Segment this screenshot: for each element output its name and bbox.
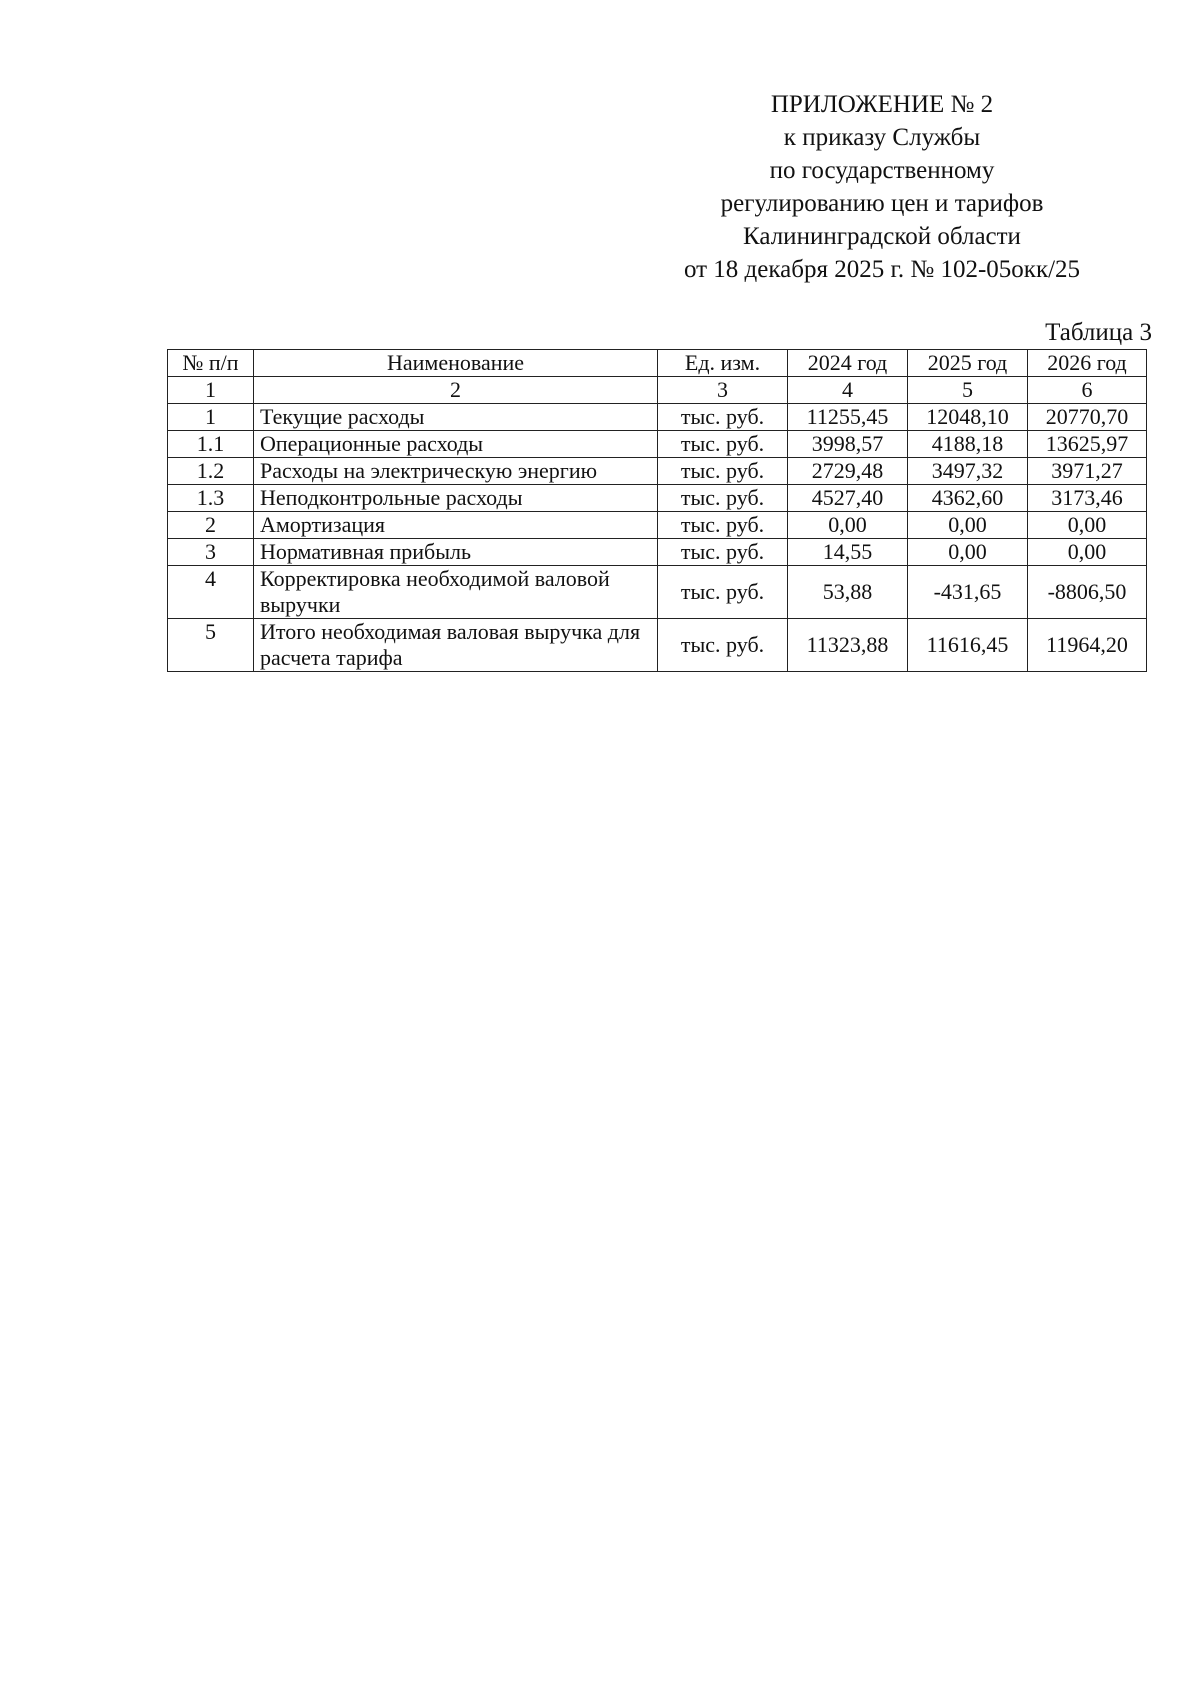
column-index: 2 <box>254 377 658 404</box>
value-2025: 12048,10 <box>908 404 1028 431</box>
row-unit: тыс. руб. <box>658 566 788 619</box>
row-number: 1.2 <box>168 458 254 485</box>
row-unit: тыс. руб. <box>658 619 788 672</box>
row-number: 5 <box>168 619 254 672</box>
row-unit: тыс. руб. <box>658 539 788 566</box>
value-2026: 0,00 <box>1028 512 1147 539</box>
value-2025: -431,65 <box>908 566 1028 619</box>
appendix-title: ПРИЛОЖЕНИЕ № 2 <box>770 91 994 118</box>
value-2024: 11255,45 <box>788 404 908 431</box>
document-header <box>622 88 1142 286</box>
tariff-table <box>167 349 1147 672</box>
row-name: Корректировка необходимой валовой выручки <box>254 566 658 619</box>
column-index: 5 <box>908 377 1028 404</box>
column-index: 4 <box>788 377 908 404</box>
row-name: Операционные расходы <box>254 431 658 458</box>
value-2026: -8806,50 <box>1028 566 1147 619</box>
value-2025: 0,00 <box>908 539 1028 566</box>
row-name: Нормативная прибыль <box>254 539 658 566</box>
table-row <box>168 458 1147 485</box>
column-index: 3 <box>658 377 788 404</box>
value-2024: 14,55 <box>788 539 908 566</box>
column-header: 2024 год <box>788 350 908 377</box>
row-name: Амортизация <box>254 512 658 539</box>
column-index-row <box>168 377 1147 404</box>
row-unit: тыс. руб. <box>658 404 788 431</box>
value-2025: 11616,45 <box>908 619 1028 672</box>
table-header-row <box>168 350 1147 377</box>
value-2026: 3971,27 <box>1028 458 1147 485</box>
row-name: Расходы на электрическую энергию <box>254 458 658 485</box>
row-number: 3 <box>168 539 254 566</box>
value-2024: 0,00 <box>788 512 908 539</box>
header-line: к приказу Службы <box>783 124 981 151</box>
row-number: 1 <box>168 404 254 431</box>
column-index: 1 <box>168 377 254 404</box>
value-2025: 3497,32 <box>908 458 1028 485</box>
header-line: регулированию цен и тарифов <box>720 190 1044 217</box>
value-2026: 11964,20 <box>1028 619 1147 672</box>
value-2024: 3998,57 <box>788 431 908 458</box>
row-name: Итого необходимая валовая выручка для расчета тарифа <box>254 619 658 672</box>
row-name: Неподконтрольные расходы <box>254 485 658 512</box>
row-unit: тыс. руб. <box>658 431 788 458</box>
value-2026: 0,00 <box>1028 539 1147 566</box>
value-2024: 2729,48 <box>788 458 908 485</box>
value-2025: 4188,18 <box>908 431 1028 458</box>
table-row <box>168 512 1147 539</box>
row-number: 1.1 <box>168 431 254 458</box>
row-unit: тыс. руб. <box>658 458 788 485</box>
row-number: 4 <box>168 566 254 619</box>
column-header: Наименование <box>254 350 658 377</box>
table-row <box>168 539 1147 566</box>
row-name: Текущие расходы <box>254 404 658 431</box>
table-row <box>168 619 1147 672</box>
table-row <box>168 566 1147 619</box>
table-row <box>168 431 1147 458</box>
header-line: по государственному <box>769 157 995 184</box>
header-line: Калининградской области <box>743 223 1021 250</box>
value-2024: 53,88 <box>788 566 908 619</box>
value-2026: 3173,46 <box>1028 485 1147 512</box>
row-unit: тыс. руб. <box>658 512 788 539</box>
value-2024: 4527,40 <box>788 485 908 512</box>
value-2026: 20770,70 <box>1028 404 1147 431</box>
value-2024: 11323,88 <box>788 619 908 672</box>
order-date-number: от 18 декабря 2025 г. № 102-05окк/25 <box>683 256 1081 283</box>
row-number: 2 <box>168 512 254 539</box>
row-number: 1.3 <box>168 485 254 512</box>
value-2026: 13625,97 <box>1028 431 1147 458</box>
table-row <box>168 404 1147 431</box>
table-row <box>168 485 1147 512</box>
column-header: 2026 год <box>1028 350 1147 377</box>
value-2025: 4362,60 <box>908 485 1028 512</box>
value-2025: 0,00 <box>908 512 1028 539</box>
column-header: 2025 год <box>908 350 1028 377</box>
column-header: Ед. изм. <box>658 350 788 377</box>
table-caption: Таблица 3 <box>1045 319 1152 346</box>
column-index: 6 <box>1028 377 1147 404</box>
column-header: № п/п <box>168 350 254 377</box>
row-unit: тыс. руб. <box>658 485 788 512</box>
